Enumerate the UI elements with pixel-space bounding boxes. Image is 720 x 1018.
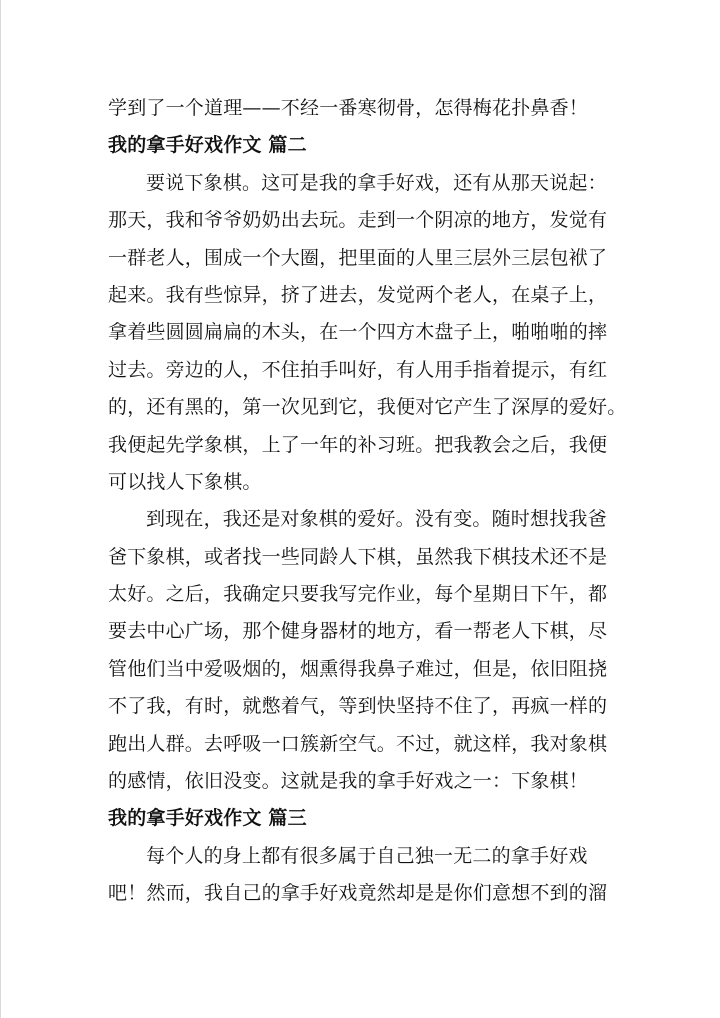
paragraph-1-line-1: 要说下象棋。这可是我的拿手好戏，还有从那天说起： xyxy=(146,171,607,194)
paragraph-1-line-7: 的，还有黑的，第一次见到它，我便对它产生了深厚的爱好。 xyxy=(108,396,627,419)
paragraph-3-line-2: 吧！然而，我自己的拿手好戏竟然却是是你们意想不到的溜 xyxy=(108,882,608,905)
paragraph-1-line-3: 一群老人，围成一个大圈，把里面的人里三层外三层包袱了 xyxy=(108,246,608,269)
paragraph-2-line-2: 爸下象棋，或者找一些同龄人下棋，虽然我下棋技术还不是 xyxy=(108,545,608,568)
paragraph-1-line-9: 可以找人下象棋。 xyxy=(108,470,262,493)
paragraph-1-line-6: 过去。旁边的人，不住拍手叫好，有人用手指着提示，有红 xyxy=(108,358,608,381)
section-heading-3: 我的拿手好戏作文 篇三 xyxy=(108,807,307,830)
paragraph-3-line-1: 每个人的身上都有很多属于自己独一无二的拿手好戏 xyxy=(146,844,588,867)
section-heading-2: 我的拿手好戏作文 篇二 xyxy=(108,134,307,157)
paragraph-1-line-5: 拿着些圆圆扁扁的木头，在一个四方木盘子上，啪啪啪的摔 xyxy=(108,321,608,344)
paragraph-2-line-4: 要去中心广场，那个健身器材的地方，看一帮老人下棋，尽 xyxy=(108,620,608,643)
document-body xyxy=(108,90,627,913)
paragraph-2-line-3: 太好。之后，我确定只要我写完作业，每个星期日下午，都 xyxy=(108,583,608,606)
text-line-1: 学到了一个道理——不经一番寒彻骨，怎得梅花扑鼻香！ xyxy=(108,97,589,119)
paragraph-1-line-4: 起来。我有些惊异，挤了进去，发觉两个老人，在桌子上， xyxy=(108,283,608,306)
paragraph-1-line-2: 那天，我和爷爷奶奶出去玩。走到一个阴凉的地方，发觉有 xyxy=(108,209,608,232)
paragraph-2-line-8: 的感情，依旧没变。这就是我的拿手好戏之一：下象棋！ xyxy=(108,770,589,793)
paragraph-1-line-8: 我便起先学象棋，上了一年的补习班。把我教会之后，我便 xyxy=(108,433,608,456)
paragraph-2-line-1: 到现在，我还是对象棋的爱好。没有变。随时想找我爸 xyxy=(146,508,607,531)
paragraph-2-line-6: 不了我，有时，就憋着气，等到快坚持不住了，再疯一样的 xyxy=(108,695,608,718)
paragraph-2-line-7: 跑出人群。去呼吸一口簇新空气。不过，就这样，我对象棋 xyxy=(108,732,608,755)
page-left-edge xyxy=(0,0,1,1018)
paragraph-2-line-5: 管他们当中爱吸烟的，烟熏得我鼻子难过，但是，依旧阻挠 xyxy=(108,657,608,680)
